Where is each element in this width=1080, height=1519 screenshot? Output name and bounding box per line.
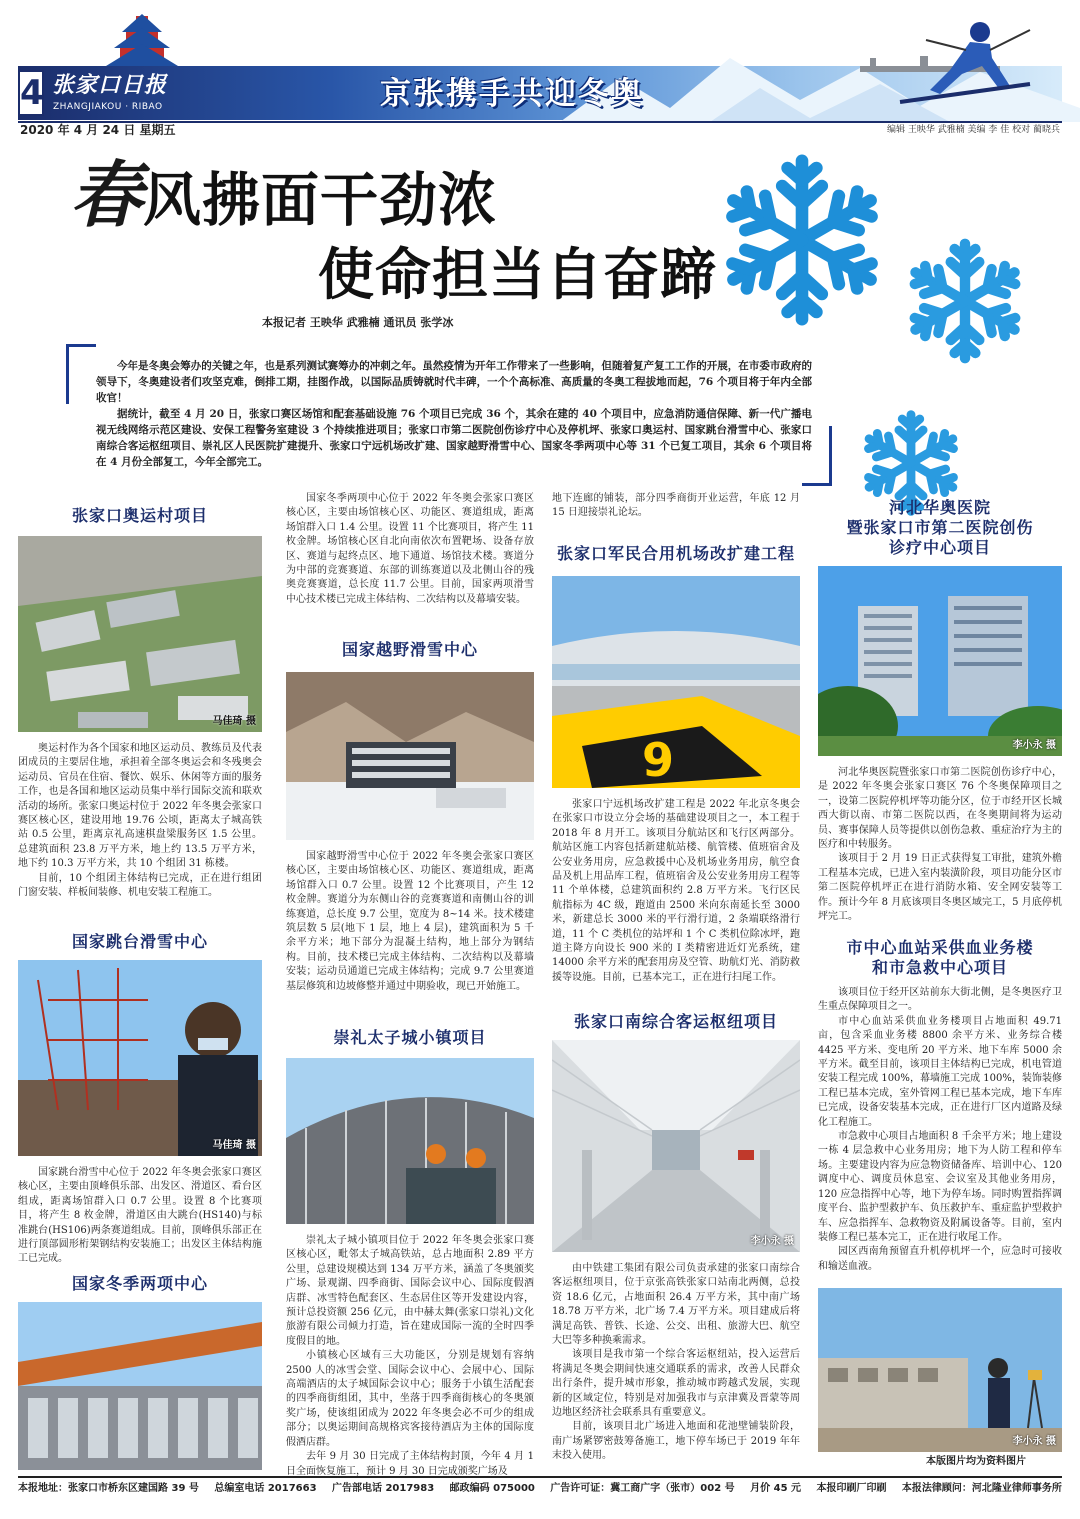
section-heading [818, 498, 1062, 558]
issue-date: 2020 年 4 月 24 日 星期五 [20, 123, 176, 137]
heading-line: 河北华奥医院 [888, 498, 991, 517]
headline-initial: 春 [70, 152, 144, 237]
heading-line: 诊疗中心项目 [888, 538, 991, 557]
airport-article [552, 798, 800, 985]
article-paragraph: 国家跳台滑雪中心位于 2022 年冬奥会张家口赛区核心区，主要由顶峰俱乐部、出发区、滑道区、看台区组成，距离场馆群入口 0.7 公里。设置 8 个比赛项目，将产生 8 枚金牌，滑道区由大跳台(HS140)与标准跳台(HS106)两条赛道组成。目前，顶峰俱乐部正在进行顶部圆形桁架钢结构安装施工；出发区主体结构施工已完成。 [18, 1167, 262, 1265]
section-heading: 张家口南综合客运枢纽项目 [573, 1012, 778, 1031]
article-paragraph: 目前，该项目北广场进入地面和花池壁铺装阶段，南广场紧锣密鼓筹备施工，地下停车场已于 2019 年年末投入使用。 [552, 1421, 800, 1462]
footer-printer: 本报印刷厂印刷 [816, 1483, 887, 1494]
lead-text [96, 358, 812, 470]
blood-center-article [818, 986, 1062, 1274]
lead-box [66, 344, 832, 486]
cross-country-photo [286, 672, 534, 840]
ski-jump-photo [18, 960, 262, 1156]
footer-rule [18, 1476, 1062, 1478]
footer-ad-phone: 广告部电话 2017983 [331, 1483, 435, 1494]
lead-bracket-left [66, 344, 96, 404]
biathlon-image [18, 1302, 262, 1470]
section-heading: 张家口军民合用机场改扩建工程 [556, 544, 795, 563]
svg-text:9: 9 [642, 733, 675, 787]
article-paragraph: 园区西南角预留直升机停机坪一个，应急时可接收和输送血液。 [818, 1246, 1062, 1272]
article-paragraph: 市急救中心项目占地面积 8 千余平方米；地上建设一栋 4 层急救中心业务用房；地下为人防工程和停车场。主要建设内容为应急物资储备库、培训中心、120 调度中心、调度员休息室、会议室及其他业务用房，120 应急指挥中心等，地下为停车场。同时购置指挥调度平台、监护型救护车、负压救护车、重症监护型救护车、应急指挥车、急救物资及附属设备等。目前，室内装修工程已基本完工，正在进行收尾工作。 [818, 1131, 1062, 1243]
article-paragraph: 该项目于 2 月 19 日正式获得复工审批，建筑外檐工程基本完成，已进入室内装潢阶段，项目功能分区市第二医院停机坪正在进行消防水箱、安全网安装等工作。预计今年 8 月底该项目冬奥区域完工，5 月底停机坪完工。 [818, 853, 1062, 923]
hospital-article [818, 766, 1062, 924]
taizicheng-image [286, 1058, 534, 1224]
article-paragraph: 崇礼太子城小镇项目位于 2022 年冬奥会张家口赛区核心区，毗邻太子城高铁站，总占地面积 2.89 平方公里，总建设规模达到 134 万平方米，涵盖了冬奥颁奖广场、景观湖、四季商街、国际会议中心、国际度假酒店群、冰雪特色配套区、生态居住区等开发建设内容，预计总投资额 256 亿元，由中赫太舞(张家口崇礼)文化旅游有限公司倾力打造，旨在建成国际一流的全时四季度假目的地。 [286, 1235, 534, 1347]
photo-credit: 李小永 摄 [750, 1236, 794, 1247]
photo-credit: 李小永 摄 [1012, 1436, 1056, 1447]
masthead [0, 0, 1080, 140]
byline: 本报记者 王映华 武雅楠 通讯员 张学冰 [262, 316, 454, 329]
lead-paragraph: 据统计，截至 4 月 20 日，张家口赛区场馆和配套基础设施 76 个项目已完成 36 个，其余在建的 40 个项目中，应急消防通信保障、新一代广播电视无线网络示范区建设、安保工程警务室建设 3 个持续推进项目；张家口市第二医院创伤诊疗中心及停机坪、张家口奥运村、国家跳台滑雪中心、张家口南综合客运枢纽项目、崇礼区人民医院扩建提升、张家口宁远机场改扩建、国家越野滑雪中心、国家冬季两项中心等 31 个已复工项目，其余 6 个项目将在 4 月份全部复工，今年全部完工。 [96, 408, 812, 468]
heading-line: 和市急救中心项目 [871, 958, 1008, 977]
photo-credit: 马佳琦 摄 [212, 1140, 256, 1151]
article-paragraph: 国家越野滑雪中心位于 2022 年冬奥会张家口赛区核心区，主要由场馆核心区、功能区、赛道组成，距离场馆群入口 0.7 公里。设置 12 个比赛项目，产生 12 枚金牌。赛道分为东侧山谷的竞赛赛道和南侧山谷的训练赛道，总长度 9.7 公里，宽度为 8~14 米。技术楼建筑层数 5 层(地下 1 层，地上 4 层)，建筑面积为 5 千余平方米；地下部分为混凝土结构，地上部分为钢结构。目前，技术楼已完成主体结构、二次结构以及幕墙安装；运动员通道已完成主体结构；完成 9.7 公里赛道基层修筑和边坡修整并通过中期验收，现已开始施工。 [286, 851, 534, 992]
hospital-photo [818, 566, 1062, 756]
photo-note: 本版图片均为资料图片 [926, 1456, 1026, 1467]
article-paragraph: 由中铁建工集团有限公司负责承建的张家口南综合客运枢纽项目，位于京张高铁张家口站南北两侧，总投资 18.6 亿元，占地面积 26.4 万平方米，其中南广场 18.78 万平方米，北广场 7.4 万平方米。项目建成后将满足高铁、普铁、长途、公交、出租、旅游大巴、航空大巴等多种换乘需求。 [552, 1263, 800, 1347]
article-paragraph: 市中心血站采供血业务楼项目占地面积 49.71 亩，包含采血业务楼 8800 余平方米、业务综合楼 4425 平方米、变电所 20 平方米、地下车库 5000 余平方米。截至目前，该项目主体结构已完成，机电管道安装工程完成 100%，幕墙施工完成 100%，装饰装修工程已基本完成，室外管网工程已基本完成，地下车库已完成，设备安装基本完成，正在进行厂区内道路及绿化工程施工。 [818, 1015, 1062, 1128]
section-heading [818, 938, 1062, 978]
article-paragraph: 该项目是我市第一个综合客运枢纽站，投入运营后将满足冬奥会期间快速交通联系的需求，改善人民群众出行条件，提升城市形象，推动城市跨越式发展，实现新的区域定位，特别是对加强我市与京津冀及晋蒙等周边地区经济社会联系具有重要意义。 [552, 1349, 800, 1419]
footer-address: 本报地址：张家口市桥东区建国路 39 号 [18, 1483, 199, 1494]
footer-price: 月价 45 元 [750, 1483, 802, 1494]
section-title: 京张携手共迎冬奥 [380, 76, 644, 112]
heading-line: 市中心血站采供血业务楼 [846, 938, 1034, 957]
newspaper-name-en: ZHANGJIAKOU · RIBAO [53, 102, 163, 112]
article-paragraph: 地下连廊的铺装，部分四季商街开业运营，年底 12 月 15 日迎接崇礼论坛。 [552, 493, 800, 519]
heading-line: 暨张家口市第二医院创伤 [846, 518, 1034, 537]
taizicheng-article [286, 1234, 534, 1479]
headline-line1-text: 风拂面干劲浓 [143, 166, 498, 234]
snowflake-icon [712, 150, 892, 330]
airport-photo [552, 576, 800, 788]
section-heading: 国家冬季两项中心 [71, 1274, 208, 1293]
biathlon-photo [18, 1302, 262, 1470]
snowflake-icon [900, 236, 1030, 366]
article-paragraph: 奥运村作为各个国家和地区运动员、教练员及代表团成员的主要居住地，承担着全部冬奥运会和冬残奥会运动员、官员在住宿、餐饮、娱乐、休闲等方面的服务工作，也是各国和地区运动员集中举行国际交流和联欢活动的场所。张家口奥运村位于 2022 年冬奥会张家口赛区核心区，建设用地 19.76 公顷，距离太子城高铁站 0.5 公里，距离京礼高速棋盘梁服务区 1.5 公里。总建筑面积 23.8 万平方米，地上约 13.5 万平方米，地下约 10.3 万平方米，共 10 个组团 31 栋楼。 [18, 743, 262, 870]
footer-phone: 总编室电话 2017663 [214, 1483, 317, 1494]
cross-country-article [286, 850, 534, 994]
ski-jump-article [18, 1166, 262, 1267]
ski-jump-image [18, 960, 262, 1156]
article-paragraph: 该项目位于经开区站前东大街北侧，是冬奥医疗卫生重点保障项目之一。 [818, 987, 1062, 1013]
transport-hub-photo [552, 1040, 800, 1252]
footer [18, 1482, 1062, 1496]
photo-credit: 马佳琦 摄 [212, 716, 256, 727]
footer-ad-license: 广告许可证：冀工商广字（张市）002 号 [550, 1483, 735, 1494]
airport-image [552, 576, 800, 788]
transport-hub-article [552, 1262, 800, 1464]
article-paragraph: 去年 9 月 30 日完成了主体结构封顶，今年 4 月 1 日全面恢复施工，预计 9 月 30 日完成颁奖广场及 [286, 1451, 534, 1477]
section-heading: 崇礼太子城小镇项目 [333, 1028, 487, 1047]
skier-illustration [870, 10, 1050, 120]
taizicheng-photo [286, 1058, 534, 1224]
headline-line2: 使命担当自奋蹄 [318, 242, 717, 308]
article-paragraph: 目前，10 个组团主体结构已完成，正在进行组团门窗安装、样板间装修、机电安装工程施工。 [18, 872, 262, 899]
newspaper-name: 张家口日报 [52, 72, 168, 98]
olympic-village-photo [18, 536, 262, 732]
biathlon-article [286, 492, 534, 607]
hospital-image [818, 566, 1062, 756]
article-paragraph: 国家冬季两项中心位于 2022 年冬奥会张家口赛区核心区，主要由场馆核心区、功能区、赛道组成，距离场馆群入口 1.4 公里。设置 11 个比赛项目，将产生 11 枚金牌。场馆核心区自北向南依次布置靶场、设备存放区、赛道与起终点区、地下通道、场馆技术楼。赛道分为中部的竞赛赛道、东部的训练赛道以及北侧山谷的残奥竞赛赛道，总长度 11.7 公里。目前，国家两项滑雪中心技术楼已完成主体结构、二次结构以及幕墙安装。 [286, 493, 534, 605]
page-number: 4 [18, 70, 44, 116]
photo-credit: 李小永 摄 [1012, 740, 1056, 751]
editor-credits: 编辑 王映华 武雅楠 美编 李 佳 校对 蔺晓兵 [886, 125, 1060, 135]
headline-line1 [70, 152, 498, 237]
olympic-village-image [18, 536, 262, 732]
cross-country-image [286, 672, 534, 840]
olympic-village-article [18, 742, 262, 900]
article-paragraph: 张家口宁远机场改扩建工程是 2022 年北京冬奥会在张家口市设立分会场的基础建设项目之一，本工程于 2018 年 8 月开工。该项目分航站区和飞行区两部分。航站区施工内容包括新建航站楼、航管楼、值班宿舍及公安业务用房，应急救援中心及机场业务用房，航空食品及机上用品库工程，值班宿舍及公安业务用房工程等 11 个单体楼，总建筑面积约 2.8 万平方米。飞行区民航指标为 4C 级，跑道由 2500 米向东南延长至 3000 米，新建总长 3000 米的平行滑行道，2 条端联络滑行道，11 个 C 类机位的站坪和 1 个 C 类机位除冰坪，跑道主降方向设长 900 米的 I 类精密进近灯光系统，建 14000 余平方米的配套用房及空管、助航灯光、消防救援等设施。目前，已基本完工，正在进行扫尾工作。 [552, 799, 800, 983]
footer-postcode: 邮政编码 075000 [449, 1483, 535, 1494]
section-heading: 国家跳台滑雪中心 [71, 932, 208, 951]
article-paragraph: 小镇核心区域有三大功能区，分别是规划有容纳 2500 人的冰雪会堂、国际会议中心、会展中心、国际高端酒店的太子城国际会议中心；服务于小镇生活配套的四季商街组团，其中，坐落于四季商街核心的冬奥颁奖广场，使该组团成为 2022 年冬奥会必不可少的组成部分；以奥运期间高规格宾客接待酒店为主体的国际度假酒店群。 [286, 1350, 534, 1448]
taizicheng-article-continued [552, 492, 800, 521]
section-heading: 国家越野滑雪中心 [341, 640, 478, 659]
section-heading: 张家口奥运村项目 [71, 506, 208, 525]
article-paragraph: 河北华奥医院暨张家口市第二医院创伤诊疗中心，是 2022 年冬奥会张家口赛区 76 个冬奥保障项目之一，设第二医院停机坪等功能分区，位于市经开区长城西大街以南、市第二医院以西，在冬奥期间将为运动员、赛事保障人员等提供以创伤急救、重症治疗为主的医疗和中转服务。 [818, 767, 1062, 851]
footer-lawyer: 本报法律顾问：河北隆业律师事务所 [901, 1483, 1062, 1494]
blood-center-photo [818, 1288, 1062, 1452]
blood-center-image [818, 1288, 1062, 1452]
lead-paragraph: 今年是冬奥会筹办的关键之年，也是系列测试赛筹办的冲刺之年。虽然疫情为开年工作带来了一些影响，但随着复产复工工作的开展，在市委市政府的领导下，冬奥建设者们攻坚克难，倒排工期，挂图作战，以国际品质铸就时代丰碑，一个个高标准、高质量的冬奥工程拔地而起，76 个项目将于年内全部收官！ [96, 360, 812, 404]
transport-hub-image [552, 1040, 800, 1252]
